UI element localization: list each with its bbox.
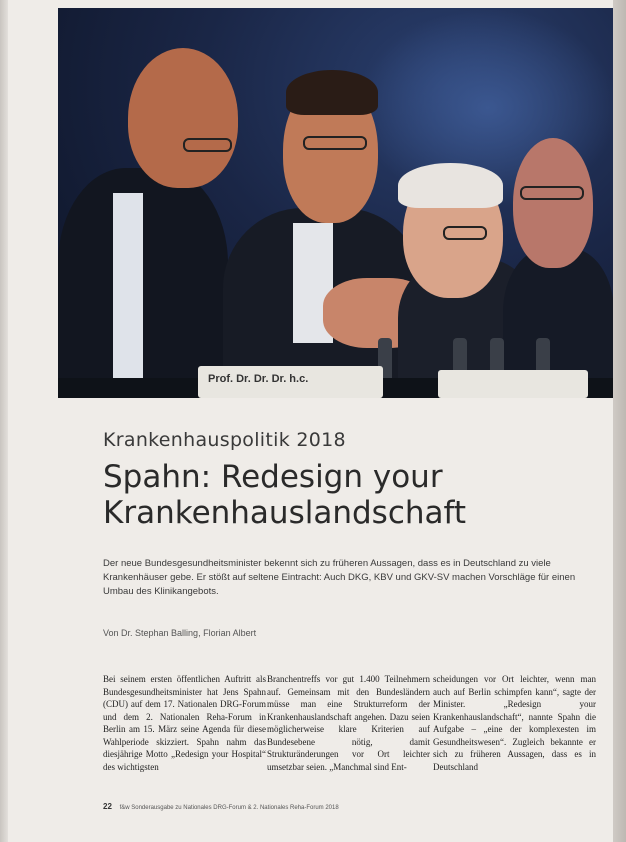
nameplate-2 [438, 370, 588, 398]
footer-text: f&w Sonderausgabe zu Nationales DRG-Forum & 2. Nationales Reha-Forum 2018 [119, 805, 339, 811]
person-1-suit [58, 168, 228, 398]
page-number: 22 [103, 802, 112, 811]
person-1-glasses [183, 138, 232, 152]
article-byline: Von Dr. Stephan Balling, Florian Albert [103, 628, 257, 638]
person-3-glasses [443, 226, 487, 240]
body-column-3: scheidungen vor Ort leichter, wenn man auch auf Berlin schimpfen kann“, sagte der Minister. „Redesign your Krankenhauslandschaft“, nannte Spahn die Aufgabe – „eine der komplexesten im Gesundheitswesen“. Zugleich bekannte er sich zu früheren Aussagen, dass es in Deutschland [433, 674, 596, 772]
person-2-glasses [303, 136, 367, 150]
article-intro: Der neue Bundesgesundheitsminister bekennt sich zu früheren Aussagen, dass es in Deutschland zu viele Krankenhäuser gebe. Er stößt auf seltene Eintracht: Auch DKG, KBV und GKV-SV machen Vorschläge für einen Umbau des Klinikangebots. [103, 558, 576, 597]
person-1-head [128, 48, 238, 188]
person-4-head [513, 138, 593, 268]
person-3-hair [398, 163, 503, 208]
nameplate-text: Prof. Dr. Dr. Dr. h.c. [208, 373, 309, 385]
body-column-1: Bei seinem ersten öffentlichen Auftritt als Bundesgesundheitsminister hat Jens Spahn (CDU) auf dem 17. Nationalen DRG-Forum und dem 2. Nationalen Reha-Forum in Berlin am 15. März seine Agenda für diese Wahlperiode skizziert. Spahn nahm das diesjährige Motto „Redesign your Hospital“ des wichtigsten [103, 674, 266, 772]
person-1-shirt [113, 193, 143, 393]
page-edge [613, 0, 626, 842]
panel-photo [58, 8, 613, 398]
person-4-glasses [520, 186, 584, 200]
person-2-hair [286, 70, 378, 115]
page-footer [103, 802, 339, 811]
body-column-2: Branchentreffs vor gut 1.400 Teilnehmern auf. Gemeinsam mit den Bundesländern müsse man eine Strukturreform der Krankenhauslandschaft angehen. Dazu seien möglicherweise klare Kriterien auf Bundesebene nötig, damit Strukturänderungen vor Ort leichter umsetzbar seien. „Manchmal sind Ent- [267, 674, 430, 772]
article-kicker: Krankenhauspolitik 2018 [103, 429, 346, 451]
nameplate [198, 366, 383, 398]
article-headline: Spahn: Redesign your Krankenhauslandschaft [103, 459, 467, 531]
magazine-page [8, 0, 613, 842]
